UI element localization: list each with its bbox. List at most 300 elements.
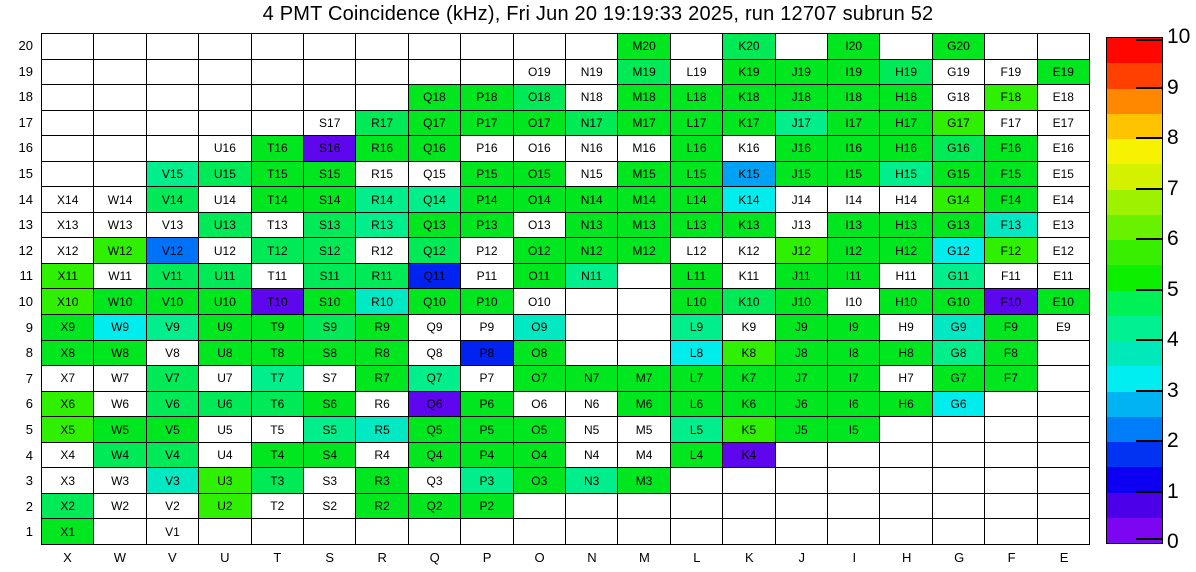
- grid-cell: [198, 237, 250, 263]
- colorbar-tick-label: 6: [1167, 227, 1179, 250]
- cell-label: T8: [270, 345, 285, 360]
- grid-cell: [565, 365, 617, 391]
- grid-cell: [41, 467, 93, 493]
- grid-cell: [513, 135, 565, 161]
- grid-cell: [932, 212, 984, 238]
- grid-cell: [670, 84, 722, 110]
- x-tick-label: X: [63, 550, 72, 565]
- colorbar-band: [1107, 63, 1162, 88]
- cell-label: X9: [60, 320, 76, 335]
- cell-label: Q16: [423, 141, 446, 156]
- grid-cell: [670, 263, 722, 289]
- cell-label: N5: [584, 422, 600, 437]
- cell-label: I14: [845, 192, 863, 207]
- cell-label: P2: [479, 499, 495, 514]
- grid-cell: [670, 237, 722, 263]
- grid-cell: [827, 288, 879, 314]
- grid-cell: [879, 33, 931, 59]
- grid-cell: [775, 314, 827, 340]
- cell-label: J18: [791, 90, 811, 105]
- grid-cell: [565, 263, 617, 289]
- grid-cell: [932, 135, 984, 161]
- cell-label: K11: [738, 269, 760, 284]
- grid-cell: [932, 314, 984, 340]
- grid-cell: [355, 186, 407, 212]
- grid-cell: [722, 365, 774, 391]
- cell-label: G12: [947, 243, 970, 258]
- y-tick-label: 13: [18, 217, 33, 233]
- grid-cell: [827, 59, 879, 85]
- grid-cell: [460, 59, 512, 85]
- grid-cell: [355, 110, 407, 136]
- cell-label: I11: [845, 269, 862, 284]
- cell-label: I20: [845, 39, 863, 54]
- grid-cell: [984, 212, 1036, 238]
- cell-label: G15: [947, 167, 970, 182]
- grid-cell: [827, 84, 879, 110]
- grid-cell: [41, 314, 93, 340]
- cell-label: T9: [270, 320, 285, 335]
- cell-label: O19: [527, 64, 551, 79]
- x-tick-label: E: [1059, 550, 1069, 565]
- grid-cell: [775, 135, 827, 161]
- grid-cell: [251, 340, 303, 366]
- grid-cell: [146, 161, 198, 187]
- grid-cell: [617, 186, 669, 212]
- grid-cell: [198, 135, 250, 161]
- grid-cell: [513, 186, 565, 212]
- grid-cell: [303, 518, 355, 544]
- grid-cell: [722, 33, 774, 59]
- grid-cell: [513, 391, 565, 417]
- grid-cell: [41, 288, 93, 314]
- grid-cell: [198, 186, 250, 212]
- grid-cell: [355, 467, 407, 493]
- y-tick-label: 1: [25, 524, 33, 540]
- grid-cell: [513, 493, 565, 519]
- grid-cell: [827, 365, 879, 391]
- cell-label: J5: [794, 422, 808, 437]
- cell-label: V8: [165, 345, 180, 360]
- x-tick-label: J: [798, 550, 806, 565]
- grid-cell: [251, 493, 303, 519]
- grid-cell: [93, 135, 145, 161]
- cell-label: Q4: [426, 448, 443, 463]
- grid-cell: [355, 493, 407, 519]
- x-tick-label: T: [273, 550, 282, 565]
- grid-cell: [513, 416, 565, 442]
- grid-cell: [251, 442, 303, 468]
- cell-label: X7: [60, 371, 76, 386]
- grid-cell: [303, 33, 355, 59]
- cell-label: P8: [479, 345, 495, 360]
- grid-cell: [617, 110, 669, 136]
- cell-label: L10: [686, 294, 707, 309]
- grid-cell: [460, 416, 512, 442]
- cell-label: Q2: [426, 499, 443, 514]
- grid-cell: [1037, 518, 1089, 544]
- cell-label: X14: [57, 192, 79, 207]
- cell-label: M12: [632, 243, 656, 258]
- grid-cell: [617, 442, 669, 468]
- grid-cell: [775, 442, 827, 468]
- grid-cell: [93, 365, 145, 391]
- grid-cell: [932, 518, 984, 544]
- cell-label: T7: [270, 371, 285, 386]
- grid-cell: [775, 493, 827, 519]
- grid-cell: [41, 442, 93, 468]
- cell-label: E10: [1052, 294, 1074, 309]
- cell-label: H11: [895, 269, 917, 284]
- grid-cell: [41, 161, 93, 187]
- grid-cell: [1037, 212, 1089, 238]
- grid-cell: [93, 314, 145, 340]
- cell-label: E15: [1052, 167, 1074, 182]
- grid-cell: [722, 518, 774, 544]
- grid-cell: [827, 135, 879, 161]
- grid-cell: [670, 288, 722, 314]
- grid-cell: [775, 237, 827, 263]
- cell-label: P6: [479, 396, 495, 411]
- cell-label: F16: [1000, 141, 1022, 156]
- y-tick-label: 11: [19, 268, 33, 284]
- grid-cell: [460, 442, 512, 468]
- grid-cell: [408, 518, 460, 544]
- cell-label: P4: [479, 448, 495, 463]
- grid-cell: [617, 416, 669, 442]
- cell-label: K19: [738, 64, 760, 79]
- cell-label: W14: [107, 192, 133, 207]
- cell-label: Q18: [423, 90, 446, 105]
- grid-cell: [827, 518, 879, 544]
- grid-cell: [460, 135, 512, 161]
- cell-label: I10: [845, 294, 863, 309]
- cell-label: E14: [1052, 192, 1074, 207]
- grid-cell: [513, 263, 565, 289]
- cell-label: E16: [1052, 141, 1074, 156]
- cell-label: W12: [107, 243, 133, 258]
- grid-cell: [513, 212, 565, 238]
- cell-label: P14: [476, 192, 498, 207]
- x-tick-label: S: [325, 550, 335, 565]
- y-tick-label: 17: [18, 114, 33, 130]
- grid-cell: [513, 161, 565, 187]
- grid-cell: [303, 186, 355, 212]
- cell-label: X11: [57, 269, 78, 284]
- y-tick-label: 18: [18, 89, 33, 105]
- cell-label: K14: [738, 192, 760, 207]
- cell-label: U14: [213, 192, 236, 207]
- grid-cell: [251, 365, 303, 391]
- grid-cell: [879, 263, 931, 289]
- cell-label: U4: [217, 448, 233, 463]
- grid-cell: [513, 365, 565, 391]
- cell-label: N12: [580, 243, 603, 258]
- grid-cell: [41, 263, 93, 289]
- cell-label: P15: [476, 167, 498, 182]
- grid-cell: [1037, 288, 1089, 314]
- colorbar-tick-label: 5: [1167, 277, 1179, 301]
- grid-cell: [617, 263, 669, 289]
- grid-cell: [827, 314, 879, 340]
- grid-cell: [1037, 493, 1089, 519]
- grid-cell: [303, 340, 355, 366]
- grid-cell: [198, 161, 250, 187]
- cell-label: P5: [479, 422, 495, 437]
- grid-cell: [670, 442, 722, 468]
- x-tick-label: M: [639, 550, 650, 565]
- cell-label: S13: [319, 218, 341, 233]
- grid-cell: [41, 365, 93, 391]
- cell-label: X8: [60, 345, 76, 360]
- grid-cell: [146, 416, 198, 442]
- grid-cell: [408, 263, 460, 289]
- grid-cell: [670, 391, 722, 417]
- cell-label: L8: [689, 345, 704, 360]
- cell-label: O5: [531, 422, 548, 437]
- colorbar-tick: [1136, 188, 1162, 190]
- grid-cell: [460, 263, 512, 289]
- grid-cell: [251, 84, 303, 110]
- grid-cell: [879, 365, 931, 391]
- grid-cell: [198, 212, 250, 238]
- colorbar: [1106, 37, 1163, 544]
- grid-cell: [565, 391, 617, 417]
- grid-cell: [670, 340, 722, 366]
- grid-cell: [93, 161, 145, 187]
- grid-cell: [251, 467, 303, 493]
- colorbar-band: [1107, 366, 1162, 391]
- grid-cell: [303, 161, 355, 187]
- cell-label: S2: [322, 499, 338, 514]
- grid-cell: [879, 493, 931, 519]
- grid-cell: [984, 135, 1036, 161]
- grid-cell: [827, 340, 879, 366]
- grid-cell: [565, 442, 617, 468]
- cell-label: J16: [791, 141, 811, 156]
- cell-label: J19: [791, 64, 811, 79]
- grid-cell: [408, 110, 460, 136]
- grid-cell: [460, 161, 512, 187]
- grid-cell: [984, 110, 1036, 136]
- cell-label: S16: [319, 141, 341, 156]
- grid-cell: [93, 59, 145, 85]
- cell-label: P12: [476, 243, 498, 258]
- grid-cell: [251, 518, 303, 544]
- grid-cell: [879, 288, 931, 314]
- cell-label: N19: [580, 64, 603, 79]
- heatmap-grid: [41, 33, 1090, 545]
- grid-cell: [565, 467, 617, 493]
- grid-cell: [670, 416, 722, 442]
- grid-cell: [41, 340, 93, 366]
- grid-cell: [565, 340, 617, 366]
- cell-label: R15: [371, 167, 394, 182]
- cell-label: E18: [1052, 90, 1074, 105]
- y-tick-label: 16: [18, 140, 33, 156]
- cell-label: P3: [479, 473, 495, 488]
- grid-cell: [303, 59, 355, 85]
- colorbar-band: [1107, 114, 1162, 139]
- grid-cell: [827, 161, 879, 187]
- cell-label: E12: [1052, 243, 1074, 258]
- y-tick-label: 6: [25, 396, 33, 412]
- grid-cell: [775, 33, 827, 59]
- cell-label: H9: [898, 320, 914, 335]
- cell-label: N11: [581, 269, 603, 284]
- cell-label: J15: [791, 167, 811, 182]
- colorbar-band: [1107, 89, 1162, 114]
- grid-cell: [93, 263, 145, 289]
- y-tick-label: 5: [25, 422, 33, 437]
- cell-label: P17: [476, 115, 498, 130]
- grid-cell: [617, 33, 669, 59]
- grid-cell: [251, 135, 303, 161]
- colorbar-band: [1107, 493, 1162, 518]
- y-tick-label: 7: [25, 370, 33, 386]
- grid-cell: [879, 314, 931, 340]
- cell-label: K12: [738, 243, 760, 258]
- cell-label: S3: [322, 473, 338, 488]
- grid-cell: [1037, 391, 1089, 417]
- grid-cell: [198, 314, 250, 340]
- grid-cell: [198, 365, 250, 391]
- cell-label: U15: [213, 167, 236, 182]
- grid-cell: [146, 493, 198, 519]
- grid-cell: [93, 288, 145, 314]
- cell-label: L17: [686, 115, 707, 130]
- grid-cell: [932, 365, 984, 391]
- grid-cell: [617, 314, 669, 340]
- cell-label: W11: [108, 269, 132, 284]
- grid-cell: [355, 237, 407, 263]
- grid-cell: [670, 110, 722, 136]
- colorbar-tick: [1136, 87, 1162, 89]
- cell-label: T16: [266, 141, 288, 156]
- grid-cell: [984, 467, 1036, 493]
- grid-cell: [41, 237, 93, 263]
- grid-cell: [984, 33, 1036, 59]
- grid-cell: [408, 467, 460, 493]
- cell-label: K17: [738, 115, 760, 130]
- cell-label: I16: [845, 141, 863, 156]
- colorbar-band: [1107, 240, 1162, 265]
- cell-label: I9: [848, 320, 859, 335]
- grid-cell: [932, 340, 984, 366]
- grid-cell: [670, 135, 722, 161]
- grid-cell: [775, 84, 827, 110]
- grid-cell: [93, 84, 145, 110]
- grid-cell: [93, 518, 145, 544]
- grid-cell: [355, 340, 407, 366]
- grid-cell: [670, 33, 722, 59]
- grid-cell: [670, 493, 722, 519]
- grid-cell: [984, 493, 1036, 519]
- cell-label: X10: [57, 294, 79, 309]
- grid-cell: [513, 288, 565, 314]
- grid-cell: [1037, 59, 1089, 85]
- grid-cell: [146, 467, 198, 493]
- cell-label: R4: [374, 448, 390, 463]
- cell-label: S15: [319, 167, 341, 182]
- grid-cell: [198, 288, 250, 314]
- grid-cell: [355, 135, 407, 161]
- cell-label: V3: [165, 473, 180, 488]
- grid-cell: [303, 288, 355, 314]
- cell-label: R9: [374, 320, 390, 335]
- grid-cell: [41, 416, 93, 442]
- grid-cell: [41, 186, 93, 212]
- grid-cell: [146, 237, 198, 263]
- grid-cell: [722, 442, 774, 468]
- cell-label: J17: [791, 115, 811, 130]
- cell-label: F19: [1000, 64, 1022, 79]
- grid-cell: [932, 59, 984, 85]
- grid-cell: [146, 135, 198, 161]
- cell-label: T6: [270, 396, 285, 411]
- grid-cell: [93, 493, 145, 519]
- grid-cell: [722, 263, 774, 289]
- grid-cell: [827, 263, 879, 289]
- grid-cell: [722, 416, 774, 442]
- cell-label: O12: [527, 243, 551, 258]
- grid-cell: [1037, 110, 1089, 136]
- grid-cell: [984, 518, 1036, 544]
- grid-cell: [513, 84, 565, 110]
- grid-cell: [146, 365, 198, 391]
- cell-label: W5: [111, 422, 130, 437]
- grid-cell: [146, 84, 198, 110]
- colorbar-tick: [1136, 39, 1162, 41]
- colorbar-band: [1107, 316, 1162, 341]
- grid-cell: [827, 212, 879, 238]
- cell-label: H12: [895, 243, 918, 258]
- grid-cell: [932, 391, 984, 417]
- cell-label: Q17: [423, 115, 446, 130]
- cell-label: O7: [531, 371, 548, 386]
- grid-cell: [617, 493, 669, 519]
- grid-cell: [879, 212, 931, 238]
- grid-cell: [198, 33, 250, 59]
- x-tick-label: Q: [429, 550, 440, 565]
- grid-cell: [775, 263, 827, 289]
- cell-label: H10: [895, 294, 918, 309]
- cell-label: V5: [165, 422, 180, 437]
- grid-cell: [565, 161, 617, 187]
- grid-cell: [251, 186, 303, 212]
- colorbar-tick-label: 3: [1167, 378, 1179, 402]
- cell-label: K16: [738, 141, 760, 156]
- grid-cell: [146, 518, 198, 544]
- grid-cell: [460, 212, 512, 238]
- cell-label: Q14: [423, 192, 446, 207]
- grid-cell: [513, 442, 565, 468]
- y-tick-label: 19: [18, 63, 33, 79]
- cell-label: L16: [686, 141, 707, 156]
- grid-cell: [93, 391, 145, 417]
- cell-label: L14: [686, 192, 707, 207]
- cell-label: J10: [791, 294, 811, 309]
- grid-cell: [617, 84, 669, 110]
- cell-label: W8: [111, 345, 130, 360]
- cell-label: T14: [266, 192, 288, 207]
- grid-cell: [146, 340, 198, 366]
- cell-label: L7: [689, 371, 704, 386]
- grid-cell: [984, 186, 1036, 212]
- grid-cell: [1037, 365, 1089, 391]
- cell-label: K10: [738, 294, 760, 309]
- cell-label: F9: [1003, 320, 1018, 335]
